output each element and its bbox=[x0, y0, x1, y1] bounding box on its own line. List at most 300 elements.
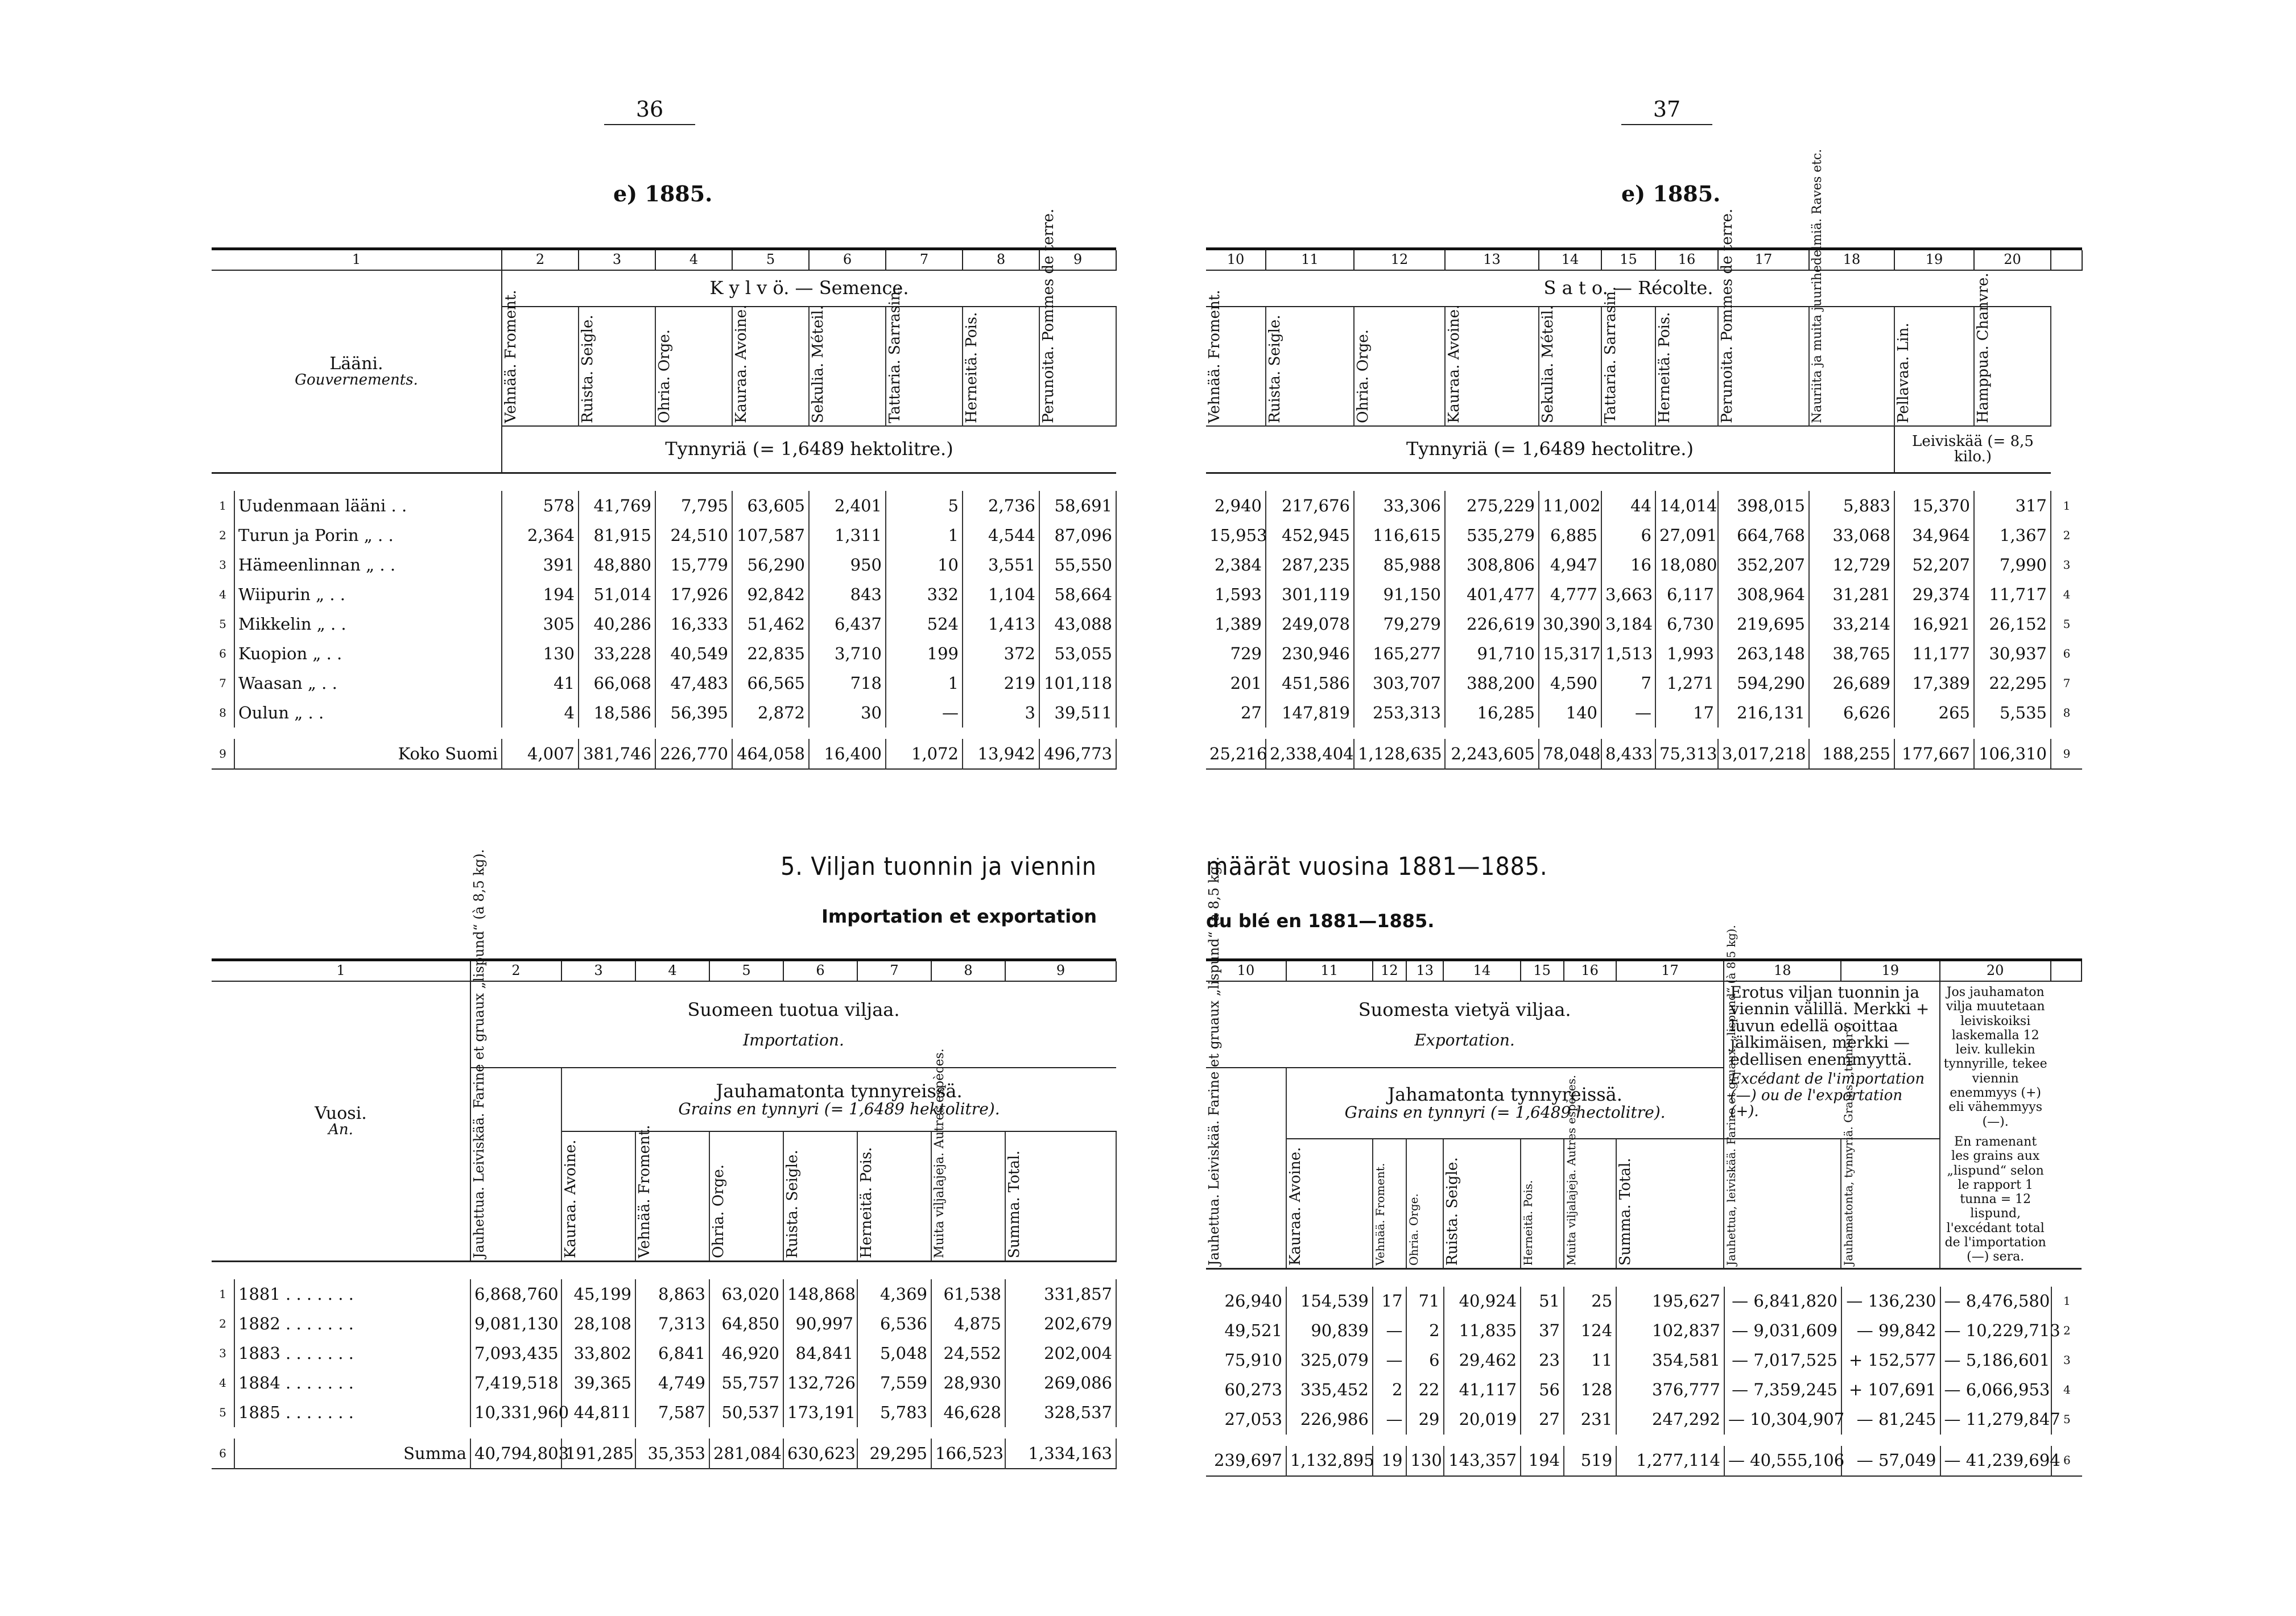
row-number: 8 bbox=[2063, 705, 2071, 720]
data-cell: — 81,245 bbox=[1841, 1405, 1940, 1435]
data-cell: 3,710 bbox=[809, 639, 886, 668]
group-header: S a t o. — Récolte. bbox=[1206, 270, 2051, 307]
data-cell: 5 bbox=[886, 491, 963, 520]
data-cell: 335,452 bbox=[1286, 1375, 1373, 1405]
total-cell: 106,310 bbox=[1974, 739, 2051, 769]
data-cell: 12,729 bbox=[1809, 550, 1894, 580]
table-row bbox=[1206, 668, 2082, 698]
data-cell: 116,615 bbox=[1354, 520, 1445, 550]
data-cell: — 8,476,580 bbox=[1940, 1287, 2051, 1316]
data-cell: 263,148 bbox=[1718, 639, 1809, 668]
data-cell: 6,868,760 bbox=[470, 1279, 561, 1309]
total-cell: 177,667 bbox=[1894, 739, 1974, 769]
data-cell: 3,663 bbox=[1601, 580, 1655, 609]
data-cell: 301,119 bbox=[1266, 580, 1354, 609]
table-row bbox=[212, 580, 1116, 609]
data-cell: 352,207 bbox=[1718, 550, 1809, 580]
row-number: 6 bbox=[212, 639, 234, 668]
data-cell: 664,768 bbox=[1718, 520, 1809, 550]
data-cell: 15,953 bbox=[1206, 520, 1266, 550]
data-cell: 7,559 bbox=[857, 1368, 931, 1398]
data-cell: 39,365 bbox=[561, 1368, 635, 1398]
data-cell: 11,002 bbox=[1539, 491, 1601, 520]
row-label: 1885 . . . . . . . bbox=[234, 1398, 470, 1427]
data-cell: 56,290 bbox=[732, 550, 809, 580]
data-cell: 202,004 bbox=[1005, 1338, 1116, 1368]
data-cell: — 11,279,847 bbox=[1940, 1405, 2051, 1435]
total-cell: 226,770 bbox=[655, 739, 732, 769]
col-header: Vehnää. Froment. bbox=[636, 1125, 653, 1258]
col-header: Tattaria. Sarrasin. bbox=[1602, 286, 1619, 423]
total-cell: 8,433 bbox=[1601, 739, 1655, 769]
table-row bbox=[1206, 1346, 2082, 1375]
col-header: Ruista. Seigle. bbox=[579, 315, 596, 423]
data-cell: 5,883 bbox=[1809, 491, 1894, 520]
data-cell: 4,777 bbox=[1539, 580, 1601, 609]
total-cell: 464,058 bbox=[732, 739, 809, 769]
data-cell: 372 bbox=[963, 639, 1039, 668]
data-cell: 40,549 bbox=[655, 639, 732, 668]
data-cell: 269,086 bbox=[1005, 1368, 1116, 1398]
table-row bbox=[212, 520, 1116, 550]
row-number: 5 bbox=[2063, 617, 2071, 631]
data-cell: 84,841 bbox=[783, 1338, 857, 1368]
data-cell: 24,510 bbox=[655, 520, 732, 550]
table-row bbox=[1206, 550, 2082, 580]
diff-header: Erotus viljan tuonnin ja viennin välillä. Merkki + luvun edellä osoittaa jälkimäisen, merkki — edellisen enemmyyttä. bbox=[1730, 983, 1930, 1069]
data-cell: 3 bbox=[963, 698, 1039, 728]
col-header: Pellavaa. Lin. bbox=[1895, 323, 1912, 423]
row-number: 7 bbox=[2063, 676, 2071, 690]
colnum: 6 bbox=[783, 961, 857, 981]
data-cell: 9,081,130 bbox=[470, 1309, 561, 1338]
data-cell: — bbox=[1373, 1405, 1407, 1435]
data-cell: 22,295 bbox=[1974, 668, 2051, 698]
data-cell: 202,679 bbox=[1005, 1309, 1116, 1338]
data-cell: 308,964 bbox=[1718, 580, 1809, 609]
row-label: Mikkelin „ . . bbox=[234, 609, 502, 639]
data-cell: 39,511 bbox=[1039, 698, 1116, 728]
col-header: Perunoita. Pommes de terre. bbox=[1040, 208, 1057, 423]
col-header: Tattaria. Sarrasin. bbox=[886, 286, 903, 423]
row-number: 3 bbox=[212, 550, 234, 580]
data-cell: 2,401 bbox=[809, 491, 886, 520]
colnum: 1 bbox=[212, 961, 470, 981]
row-number: 2 bbox=[212, 520, 234, 550]
row-number: 1 bbox=[212, 491, 234, 520]
diff-col-header: Jauhamatonta, tynnyriä. Grains, „tunnur“. bbox=[1841, 1022, 1856, 1266]
col-header: Nauriita ja muita juurihedelmiä. Raves etc. bbox=[1810, 148, 1824, 423]
col-header: Kauraa. Avoine. bbox=[562, 1139, 579, 1258]
data-cell: 7,313 bbox=[635, 1309, 709, 1338]
colnum: 4 bbox=[655, 250, 732, 270]
data-cell: 147,819 bbox=[1266, 698, 1354, 728]
data-cell: 90,997 bbox=[783, 1309, 857, 1338]
total-cell: 2,243,605 bbox=[1445, 739, 1539, 769]
row-number: 5 bbox=[212, 1398, 234, 1427]
col-header: Perunoita. Pommes de terre. bbox=[1719, 208, 1736, 423]
table-row bbox=[212, 668, 1116, 698]
data-cell: 50,537 bbox=[709, 1398, 783, 1427]
data-cell: — 6,066,953 bbox=[1940, 1375, 2051, 1405]
stub-header: Vuosi. bbox=[315, 1103, 367, 1123]
data-cell: 4,947 bbox=[1539, 550, 1601, 580]
data-cell: — bbox=[886, 698, 963, 728]
data-cell: 451,586 bbox=[1266, 668, 1354, 698]
data-cell: 66,068 bbox=[579, 668, 655, 698]
data-cell: 26,152 bbox=[1974, 609, 2051, 639]
row-label: Uudenmaan lääni . . bbox=[234, 491, 502, 520]
data-cell: — 7,017,525 bbox=[1724, 1346, 1841, 1375]
data-cell: 90,839 bbox=[1286, 1316, 1373, 1346]
total-cell: 29,295 bbox=[857, 1439, 931, 1469]
total-cell: 25,216 bbox=[1206, 739, 1266, 769]
subtitle-right: du blé en 1881—1885. bbox=[1206, 910, 1435, 932]
total-cell: 130 bbox=[1406, 1446, 1443, 1476]
data-cell: 247,292 bbox=[1616, 1405, 1724, 1435]
data-cell: 128 bbox=[1564, 1375, 1616, 1405]
row-number: 1 bbox=[2063, 1294, 2071, 1308]
data-cell: 34,964 bbox=[1894, 520, 1974, 550]
data-cell: 6 bbox=[1406, 1346, 1443, 1375]
data-cell: 4,749 bbox=[635, 1368, 709, 1398]
total-cell: 1,334,163 bbox=[1005, 1439, 1116, 1469]
data-cell: 305 bbox=[502, 609, 579, 639]
data-cell: 17 bbox=[1373, 1287, 1407, 1316]
data-cell: 578 bbox=[502, 491, 579, 520]
table-row bbox=[212, 1279, 1116, 1309]
table-row bbox=[212, 1338, 1116, 1368]
colnum: 15 bbox=[1601, 250, 1655, 270]
data-cell: 2,940 bbox=[1206, 491, 1266, 520]
total-cell: 1,132,895 bbox=[1286, 1446, 1373, 1476]
data-cell: 388,200 bbox=[1445, 668, 1539, 698]
data-cell: 165,277 bbox=[1354, 639, 1445, 668]
data-cell: 71 bbox=[1406, 1287, 1443, 1316]
colnum: 13 bbox=[1406, 961, 1443, 981]
note-header-fr: En ramenant les grains aux „lispund“ selon le rapport 1 tunna = 12 lispund, l'excédant total de l'importation (—) sera. bbox=[1944, 1134, 2046, 1264]
row-number: 6 bbox=[2063, 1453, 2071, 1468]
total-cell: 191,285 bbox=[561, 1439, 635, 1469]
data-cell: 85,988 bbox=[1354, 550, 1445, 580]
data-cell: 16,333 bbox=[655, 609, 732, 639]
data-cell: 46,628 bbox=[931, 1398, 1005, 1427]
total-cell: 381,746 bbox=[579, 739, 655, 769]
total-cell: — 57,049 bbox=[1841, 1446, 1940, 1476]
total-cell: 19 bbox=[1373, 1446, 1407, 1476]
table-row bbox=[1206, 1446, 2082, 1476]
data-cell: 1,104 bbox=[963, 580, 1039, 609]
colnum: 17 bbox=[1718, 250, 1809, 270]
unit-label-2: Leiviskää (= 8,5 kilo.) bbox=[1894, 426, 2051, 473]
data-cell: 6,730 bbox=[1655, 609, 1718, 639]
total-cell: 40,794,803 bbox=[470, 1439, 561, 1469]
data-cell: 33,306 bbox=[1354, 491, 1445, 520]
total-cell: 166,523 bbox=[931, 1439, 1005, 1469]
data-cell: 8,863 bbox=[635, 1279, 709, 1309]
data-cell: 6,626 bbox=[1809, 698, 1894, 728]
row-number: 4 bbox=[212, 1368, 234, 1398]
data-cell: 51,462 bbox=[732, 609, 809, 639]
colnum: 15 bbox=[1521, 961, 1564, 981]
col-header: Summa. Total. bbox=[1616, 1158, 1634, 1266]
colnum: 14 bbox=[1539, 250, 1601, 270]
data-cell: 4,590 bbox=[1539, 668, 1601, 698]
row-number: 5 bbox=[2063, 1412, 2071, 1427]
stub-header-fr: Gouvernements. bbox=[295, 371, 418, 389]
data-cell: 28,108 bbox=[561, 1309, 635, 1338]
data-cell: 524 bbox=[886, 609, 963, 639]
row-label: Waasan „ . . bbox=[234, 668, 502, 698]
data-cell: 325,079 bbox=[1286, 1346, 1373, 1375]
row-label: Hämeenlinnan „ . . bbox=[234, 550, 502, 580]
data-cell: 40,286 bbox=[579, 609, 655, 639]
total-cell: 630,623 bbox=[783, 1439, 857, 1469]
row-number: 8 bbox=[212, 698, 234, 728]
data-cell: 43,088 bbox=[1039, 609, 1116, 639]
col-header: Herneitä. Pois. bbox=[963, 312, 980, 423]
data-cell: 219,695 bbox=[1718, 609, 1809, 639]
data-cell: 7 bbox=[1601, 668, 1655, 698]
data-cell: 27,053 bbox=[1206, 1405, 1286, 1435]
data-cell: — bbox=[1373, 1316, 1407, 1346]
table-row bbox=[212, 609, 1116, 639]
total-cell: 194 bbox=[1521, 1446, 1564, 1476]
data-cell: 219 bbox=[963, 668, 1039, 698]
colnum: 6 bbox=[809, 250, 886, 270]
row-label: 1884 . . . . . . . bbox=[234, 1368, 470, 1398]
data-cell: 30 bbox=[809, 698, 886, 728]
total-cell: 1,277,114 bbox=[1616, 1446, 1724, 1476]
data-cell: 1,513 bbox=[1601, 639, 1655, 668]
total-label: Koko Suomi bbox=[234, 739, 502, 769]
data-cell: 4,875 bbox=[931, 1309, 1005, 1338]
data-cell: 37 bbox=[1521, 1316, 1564, 1346]
data-cell: — 136,230 bbox=[1841, 1287, 1940, 1316]
sowing-table-body bbox=[212, 491, 1117, 770]
data-cell: 17,926 bbox=[655, 580, 732, 609]
data-cell: 6,885 bbox=[1539, 520, 1601, 550]
colnum: 13 bbox=[1445, 250, 1539, 270]
row-number: 1 bbox=[2063, 498, 2071, 513]
col-header: Summa. Total. bbox=[1006, 1150, 1023, 1258]
sowing-table bbox=[212, 208, 1116, 770]
subgroup-fr: Grains en tynnyri (= 1,6489 hektolitre). bbox=[678, 1100, 1000, 1119]
data-cell: 226,986 bbox=[1286, 1405, 1373, 1435]
colnum: 18 bbox=[1724, 961, 1841, 981]
export-table-body bbox=[1206, 1287, 2082, 1477]
data-cell: 148,868 bbox=[783, 1279, 857, 1309]
table-row bbox=[212, 1427, 1116, 1439]
data-cell: 729 bbox=[1206, 639, 1266, 668]
data-cell: 328,537 bbox=[1005, 1398, 1116, 1427]
data-cell: — 5,186,601 bbox=[1940, 1346, 2051, 1375]
data-cell: 10 bbox=[886, 550, 963, 580]
data-cell: 16,921 bbox=[1894, 609, 1974, 639]
subtitle-left: Importation et exportation bbox=[821, 906, 1097, 927]
diff-header-fr: Excédant de l'importation (—) ou de l'exportation (+). bbox=[1730, 1070, 1925, 1121]
row-number: 6 bbox=[212, 1439, 234, 1469]
data-cell: 61,538 bbox=[931, 1279, 1005, 1309]
data-cell: 27,091 bbox=[1655, 520, 1718, 550]
data-cell: — 7,359,245 bbox=[1724, 1375, 1841, 1405]
data-cell: 1,413 bbox=[963, 609, 1039, 639]
data-cell: 33,068 bbox=[1809, 520, 1894, 550]
table-row bbox=[1206, 520, 2082, 550]
col-header: Kauraa. Avoine. bbox=[1446, 304, 1463, 423]
data-cell: 6 bbox=[1601, 520, 1655, 550]
total-cell: 1,072 bbox=[886, 739, 963, 769]
table-row bbox=[212, 1439, 1116, 1469]
data-cell: 249,078 bbox=[1266, 609, 1354, 639]
data-cell: 45,199 bbox=[561, 1279, 635, 1309]
row-number: 3 bbox=[2063, 1353, 2071, 1367]
colnum: 4 bbox=[635, 961, 709, 981]
data-cell: 38,765 bbox=[1809, 639, 1894, 668]
data-cell: 33,802 bbox=[561, 1338, 635, 1368]
data-cell: 44 bbox=[1601, 491, 1655, 520]
row-number: 2 bbox=[2063, 528, 2071, 542]
col-header: Ruista. Seigle. bbox=[1266, 315, 1283, 423]
data-cell: 15,370 bbox=[1894, 491, 1974, 520]
data-cell: 1,593 bbox=[1206, 580, 1266, 609]
data-cell: 2,736 bbox=[963, 491, 1039, 520]
table-row bbox=[1206, 1375, 2082, 1405]
col-header: Herneitä. Pois. bbox=[858, 1147, 875, 1258]
table-row bbox=[212, 1398, 1116, 1427]
data-cell: 10,331,960 bbox=[470, 1398, 561, 1427]
group-header: Suomesta vietyä viljaa. bbox=[1358, 998, 1571, 1020]
data-cell: 4 bbox=[502, 698, 579, 728]
total-cell: 2,338,404 bbox=[1266, 739, 1354, 769]
table-row bbox=[1206, 491, 2082, 520]
data-cell: 107,587 bbox=[732, 520, 809, 550]
data-cell: 40,924 bbox=[1444, 1287, 1521, 1316]
data-cell: 452,945 bbox=[1266, 520, 1354, 550]
row-label: Turun ja Porin „ . . bbox=[234, 520, 502, 550]
data-cell: 11,177 bbox=[1894, 639, 1974, 668]
data-cell: 1 bbox=[886, 520, 963, 550]
unit-label: Tynnyriä (= 1,6489 hectolitre.) bbox=[1206, 426, 1894, 473]
data-cell: 124 bbox=[1564, 1316, 1616, 1346]
colnum: 2 bbox=[502, 250, 579, 270]
col-header: Ruista. Seigle. bbox=[1444, 1157, 1461, 1266]
table-row bbox=[212, 1309, 1116, 1338]
data-cell: — 10,304,907 bbox=[1724, 1405, 1841, 1435]
col-header: Ruista. Seigle. bbox=[784, 1150, 801, 1258]
data-cell: — 6,841,820 bbox=[1724, 1287, 1841, 1316]
subgroup: Jahamatonta tynnyreissä. bbox=[1387, 1083, 1622, 1105]
note-header: Jos jauhamaton vilja muutetaan leiviskoiksi laskemalla 12 leiv. kullekin tynnyrille, tekee viennin enemmyys (+) eli vähemmyys (—). bbox=[1943, 985, 2047, 1129]
col-header: Hamppua. Chanvre. bbox=[1975, 272, 1992, 423]
data-cell: 303,707 bbox=[1354, 668, 1445, 698]
colnum: 10 bbox=[1206, 961, 1286, 981]
data-cell: 354,581 bbox=[1616, 1346, 1724, 1375]
row-number: 4 bbox=[2063, 587, 2071, 601]
colnum: 1 bbox=[212, 250, 502, 270]
data-cell: 1,311 bbox=[809, 520, 886, 550]
colnum: 20 bbox=[1974, 250, 2051, 270]
data-cell: 25 bbox=[1564, 1287, 1616, 1316]
colnum: 8 bbox=[963, 250, 1039, 270]
data-cell: 7,587 bbox=[635, 1398, 709, 1427]
data-cell: 27 bbox=[1206, 698, 1266, 728]
data-cell: 41,769 bbox=[579, 491, 655, 520]
data-cell: 5,535 bbox=[1974, 698, 2051, 728]
data-cell: 401,477 bbox=[1445, 580, 1539, 609]
data-cell: — 10,229,713 bbox=[1940, 1316, 2051, 1346]
data-cell: 58,664 bbox=[1039, 580, 1116, 609]
data-cell: 16,285 bbox=[1445, 698, 1539, 728]
data-cell: + 107,691 bbox=[1841, 1375, 1940, 1405]
group-header-fr: Exportation. bbox=[1414, 1031, 1515, 1050]
table-row bbox=[212, 698, 1116, 728]
data-cell: 16 bbox=[1601, 550, 1655, 580]
data-cell: 2,364 bbox=[502, 520, 579, 550]
colnum: 12 bbox=[1373, 961, 1407, 981]
import-table-body bbox=[212, 1279, 1117, 1469]
data-cell: 2 bbox=[1373, 1375, 1407, 1405]
title-left: 5. Viljan tuonnin ja viennin bbox=[781, 852, 1097, 881]
data-cell: 63,020 bbox=[709, 1279, 783, 1309]
total-cell: 13,942 bbox=[963, 739, 1039, 769]
data-cell: 173,191 bbox=[783, 1398, 857, 1427]
data-cell: 535,279 bbox=[1445, 520, 1539, 550]
row-number: 4 bbox=[2063, 1383, 2071, 1397]
data-cell: 7,093,435 bbox=[470, 1338, 561, 1368]
data-cell: 58,691 bbox=[1039, 491, 1116, 520]
total-label: Summa bbox=[234, 1439, 470, 1469]
colnum: 19 bbox=[1841, 961, 1939, 981]
table-row bbox=[1206, 609, 2082, 639]
data-cell: 49,521 bbox=[1206, 1316, 1286, 1346]
data-cell: 7,795 bbox=[655, 491, 732, 520]
row-number: 2 bbox=[2063, 1324, 2071, 1338]
data-cell: 7,419,518 bbox=[470, 1368, 561, 1398]
flour-col-header: Jauhettua. Leiviskää. Farine et gruaux „lispund“ (à 8,5 kg). bbox=[1206, 856, 1222, 1266]
data-cell: 18,080 bbox=[1655, 550, 1718, 580]
colnum: 2 bbox=[470, 961, 561, 981]
data-cell: 53,055 bbox=[1039, 639, 1116, 668]
table-row bbox=[212, 728, 1116, 739]
data-cell: 287,235 bbox=[1266, 550, 1354, 580]
data-cell: 5,048 bbox=[857, 1338, 931, 1368]
col-header: Muita viljalajeja. Autres espèces. bbox=[1564, 1074, 1578, 1266]
row-number: 1 bbox=[212, 1279, 234, 1309]
data-cell: 31,281 bbox=[1809, 580, 1894, 609]
colnum: 16 bbox=[1564, 961, 1616, 981]
table-row bbox=[212, 739, 1116, 769]
data-cell: 6,536 bbox=[857, 1309, 931, 1338]
data-cell: 17 bbox=[1655, 698, 1718, 728]
data-cell: 11,835 bbox=[1444, 1316, 1521, 1346]
total-cell: 281,084 bbox=[709, 1439, 783, 1469]
colnum: 8 bbox=[931, 961, 1005, 981]
row-number: 6 bbox=[2063, 646, 2071, 660]
colnum: 11 bbox=[1266, 250, 1354, 270]
colnum: 16 bbox=[1655, 250, 1718, 270]
data-cell: 2,872 bbox=[732, 698, 809, 728]
data-cell: 3,551 bbox=[963, 550, 1039, 580]
data-cell: 6,437 bbox=[809, 609, 886, 639]
page-number-right: 37 bbox=[1621, 97, 1712, 125]
data-cell: 7,990 bbox=[1974, 550, 2051, 580]
col-header: Kauraa. Avoine. bbox=[733, 304, 750, 423]
data-cell: 1,367 bbox=[1974, 520, 2051, 550]
data-cell: 30,937 bbox=[1974, 639, 2051, 668]
data-cell: 1 bbox=[886, 668, 963, 698]
data-cell: 17,389 bbox=[1894, 668, 1974, 698]
